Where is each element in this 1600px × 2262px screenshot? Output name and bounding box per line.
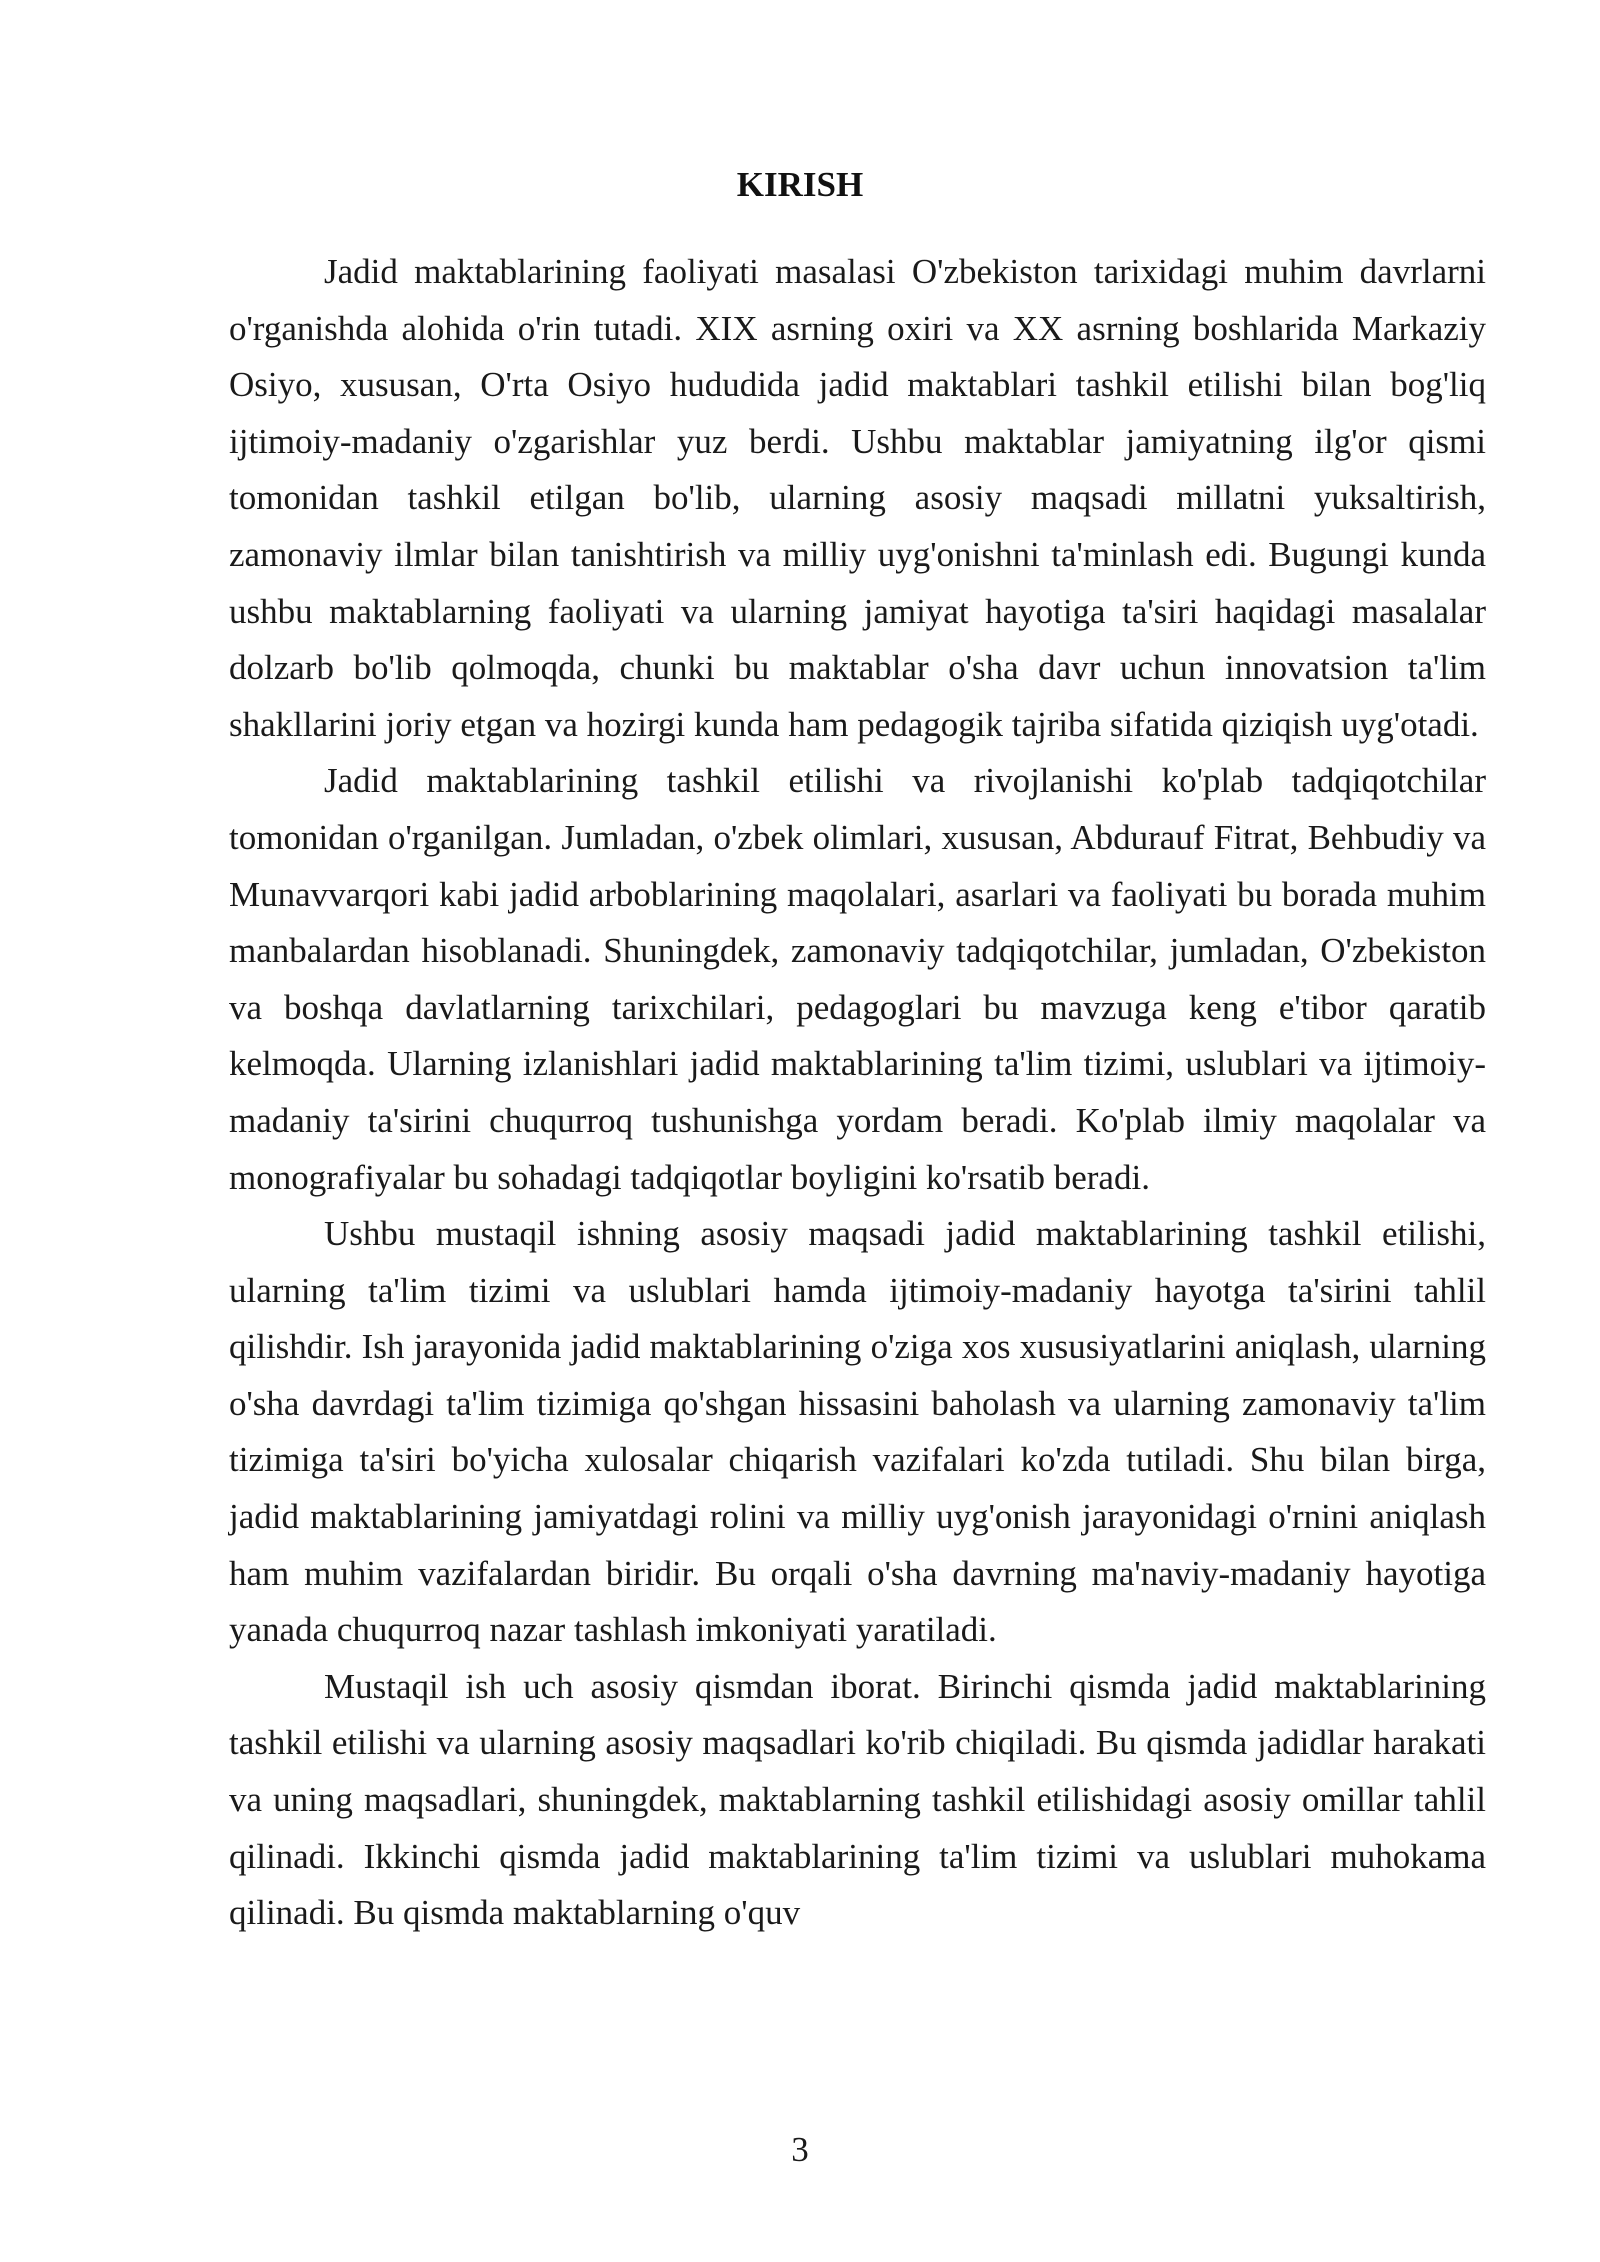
page-number: 3 (791, 2130, 809, 2169)
paragraph: Jadid maktablarining tashkil etilishi va rivojlanishi ko'plab tadqiqotchilar tomonidan o'rganilgan. Jumladan, o'zbek olimlari, xususan, Abdurauf Fitrat, Behbudiy va Munavvarqori kabi jadid arboblarining maqolalari, asarlari va faoliyati bu borada muhim manbalardan hisoblanadi. Shuningdek, zamonaviy tadqiqotchilar, jumladan, O'zbekiston va boshqa davlatlarning tarixchilari, pedagoglari bu mavzuga keng e'tibor qaratib kelmoqda. Ularning izlanishlari jadid maktablarining ta'lim tizimi, uslublari va ijtimoiy-madaniy ta'sirini chuqurroq tushunishga yordam beradi. Ko'plab ilmiy maqolalar va monografiyalar bu sohadagi tadqiqotlar boyligini ko'rsatib beradi. (229, 761, 1486, 1197)
paragraph: Jadid maktablarining faoliyati masalasi O'zbekiston tarixidagi muhim davrlarni o'rganishda alohida o'rin tutadi. XIX asrning oxiri va XX asrning boshlarida Markaziy Osiyo, xususan, O'rta Osiyo hududida jadid maktablari tashkil etilishi bilan bog'liq ijtimoiy-madaniy o'zgarishlar yuz berdi. Ushbu maktablar jamiyatning ilg'or qismi tomonidan tashkil etilgan bo'lib, ularning asosiy maqsadi millatni yuksaltirish, zamonaviy ilmlar bilan tanishtirish va milliy uyg'onishni ta'minlash edi. Bugungi kunda ushbu maktablarning faoliyati va ularning jamiyat hayotiga ta'siri haqidagi masalalar dolzarb bo'lib qolmoqda, chunki bu maktablar o'sha davr uchun innovatsion ta'lim shakllarini joriy etgan va hozirgi kunda ham pedagogik tajriba sifatida qiziqish uyg'otadi. (229, 252, 1486, 744)
paragraph: Ushbu mustaqil ishning asosiy maqsadi jadid maktablarining tashkil etilishi, ularning ta'lim tizimi va uslublari hamda ijtimoiy-madaniy hayotga ta'sirini tahlil qilishdir. Ish jarayonida jadid maktablarining o'ziga xos xususiyatlarini aniqlash, ularning o'sha davrdagi ta'lim tizimiga qo'shgan hissasini baholash va ularning zamonaviy ta'lim tizimiga ta'siri bo'yicha xulosalar chiqarish vazifalari ko'zda tutiladi. Shu bilan birga, jadid maktablarining jamiyatdagi rolini va milliy uyg'onish jarayonidagi o'rnini aniqlash ham muhim vazifalardan biridir. Bu orqali o'sha davrning ma'naviy-madaniy hayotiga yanada chuqurroq nazar tashlash imkoniyati yaratiladi. (229, 1214, 1486, 1650)
body-text (229, 244, 1486, 1942)
page-title: KIRISH (736, 165, 864, 204)
paragraph: Mustaqil ish uch asosiy qismdan iborat. Birinchi qismda jadid maktablarining tashkil etilishi va ularning asosiy maqsadlari ko'rib chiqiladi. Bu qismda jadidlar harakati va uning maqsadlari, shuningdek, maktablarning tashkil etilishidagi asosiy omillar tahlil qilinadi. Ikkinchi qismda jadid maktablarining ta'lim tizimi va uslublari muhokama qilinadi. Bu qismda maktablarning o'quv (229, 1666, 1486, 1933)
